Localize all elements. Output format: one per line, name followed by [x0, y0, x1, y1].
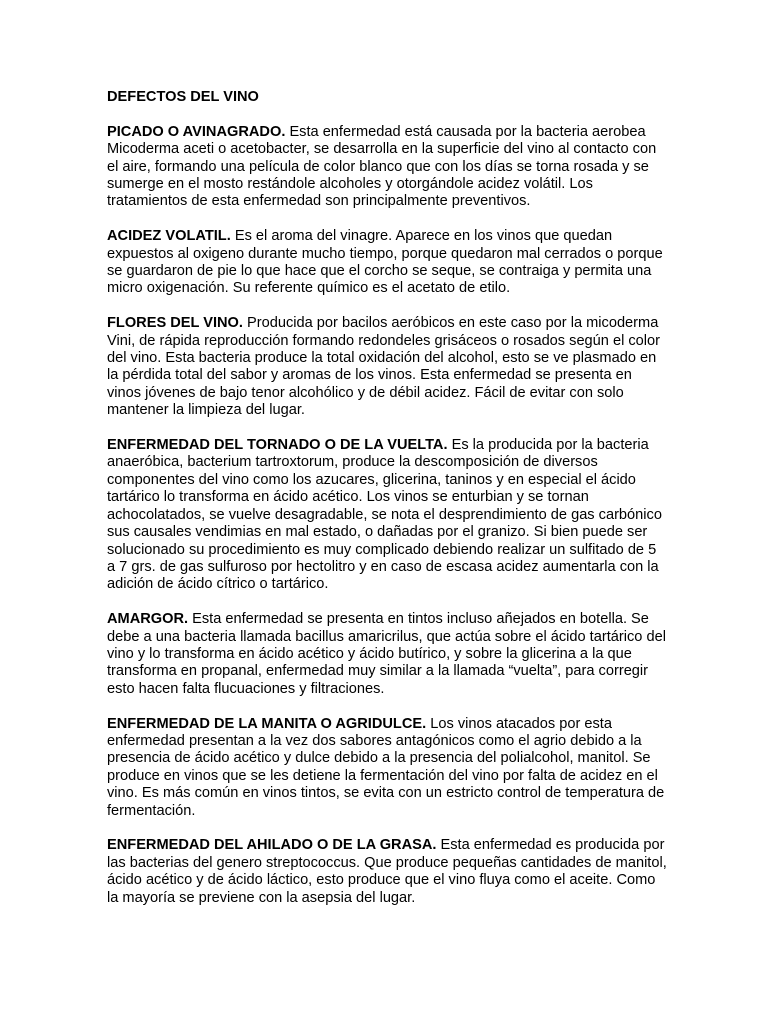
- section-text: Es el aroma del vinagre. Aparece en los vinos que quedan expuestos al oxigeno durante mucho tiempo, porque quedaron mal cerrados o porque se guardaron de pie lo que hace que el corcho se seque, se contraiga y permita una micro oxigenación. Su referente químico es el acetato de etilo.: [107, 228, 663, 297]
- section-text: Esta enfermedad se presenta en tintos incluso añejados en botella. Se debe a una bacteria llamada bacillus amaricrilus, que actúa sobre el ácido tartárico del vino y lo transforma en ácido acético y ácido butírico, y sobre la glicerina a la que transforma en propanal, enfermedad muy similar a la llamada “vuelta”, para corregir esto hacen falta flucuaciones y filtraciones.: [107, 611, 666, 697]
- section-text: Los vinos atacados por esta enfermedad presentan a la vez dos sabores antagónicos como el agrio debido a la presencia de ácido acético y dulce debido a la presencia del polialcohol, manitol. Se produce en vinos que se les detiene la fermentación del vino por falta de acidez en el vino. Es más común en vinos tintos, se evita con un estricto control de temperatura de fermentación.: [107, 715, 665, 819]
- section-flores-del-vino: [107, 315, 667, 419]
- section-heading: PICADO O AVINAGRADO.: [107, 123, 286, 140]
- section-ahilado: [107, 837, 667, 907]
- section-acidez-volatil: [107, 228, 667, 298]
- section-picado: [107, 124, 667, 211]
- section-text: Es la producida por la bacteria anaeróbica, bacterium tartroxtorum, produce la descomposición de diversos componentes del vino como los azucares, glicerina, taninos y en especial el ácido tartárico lo transforma en ácido acético. Los vinos se enturbian y se tornan achocolatados, se vuelve desagradable, se nota el desprendimiento de gas carbónico sus causales vendimias en mal estado, o dañadas por el granizo. Si bien puede ser solucionado su procedimiento es muy complicado debiendo realizar un sulfitado de 5 a 7 grs. de gas sulfuroso por hectolitro y en caso de escasa acidez aumentarla con la adición de ácido cítrico o tartárico.: [107, 437, 662, 593]
- section-text: Producida por bacilos aeróbicos en este caso por la micoderma Vini, de rápida reproducción formando redondeles grisáceos o rosados según el color del vino. Esta bacteria produce la total oxidación del alcohol, esto se ve plasmado en la pérdida total del sabor y aromas de los vinos. Esta enfermedad se presenta en vinos jóvenes de bajo tenor alcohólico y de débil acidez. Fácil de evitar con solo mantener la limpieza del lugar.: [107, 315, 661, 419]
- section-heading: ENFERMEDAD DE LA MANITA O AGRIDULCE.: [107, 715, 427, 732]
- section-text: Esta enfermedad es producida por las bacterias del genero streptococcus. Que produce pequeñas cantidades de manitol, ácido acético y de ácido láctico, esto produce que el vino fluya como el aceite. Como la mayoría se previene con la asepsia del lugar.: [107, 837, 667, 906]
- section-heading: FLORES DEL VINO.: [107, 315, 243, 332]
- section-heading: ENFERMEDAD DEL AHILADO O DE LA GRASA.: [107, 837, 437, 854]
- section-tornado: [107, 437, 667, 594]
- section-heading: AMARGOR.: [107, 611, 189, 628]
- section-text: Esta enfermedad está causada por la bacteria aerobea Micoderma aceti o acetobacter, se desarrolla en la superficie del vino al contacto con el aire, formando una película de color blanco que con los días se torna rosada y se sumerge en el mosto restándole alcoholes y otorgándole acidez volátil. Los tratamientos de esta enfermedad son principalmente preventivos.: [107, 123, 657, 210]
- section-manita: [107, 716, 667, 820]
- document-body: [107, 89, 667, 924]
- section-heading: ACIDEZ VOLATIL.: [107, 228, 231, 245]
- section-amargor: [107, 611, 667, 698]
- document-title: DEFECTOS DEL VINO: [107, 89, 259, 105]
- section-heading: ENFERMEDAD DEL TORNADO O DE LA VUELTA.: [107, 437, 448, 454]
